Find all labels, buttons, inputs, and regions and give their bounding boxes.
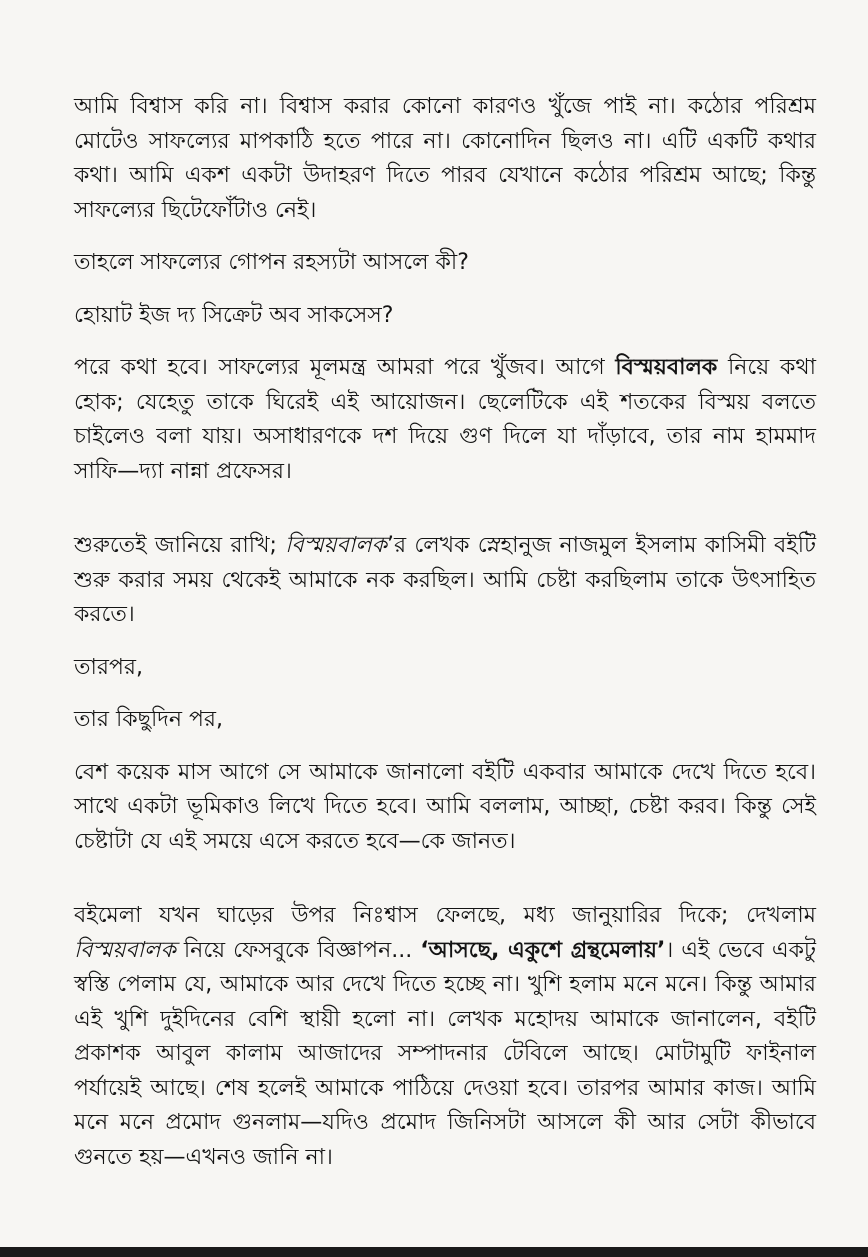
text-run: পরে কথা হবে। সাফল্যের মূলমন্ত্র আমরা পরে খুঁজব। আগে <box>74 355 616 380</box>
paragraph-belief: আমি বিশ্বাস করি না। বিশ্বাস করার কোনো কারণও খুঁজে পাই না। কঠোর পরিশ্রম মোটেও সাফল্যের মাপকাঠি হতে পারে না। কোনোদিন ছিলও না। এটি একটি কথার কথা। আমি একশ একটা উদাহরণ দিতে পারব যেখানে কঠোর পরিশ্রম আছে; কিন্তু সাফল্যের ছিটেফোঁটাও নেই। <box>74 94 816 223</box>
book-title-bold: বিস্ময়বালক <box>615 355 718 380</box>
paragraph-author-intro <box>74 529 816 633</box>
paragraph-book-fair <box>74 899 816 1175</box>
paragraph-then: তারপর, <box>74 654 144 680</box>
text-run: শুরুতেই জানিয়ে রাখি; <box>74 533 286 558</box>
paragraph-few-days-later: তার কিছুদিন পর, <box>74 707 224 732</box>
text-run: নিয়ে কথা হোক; যেহেতু তাকে ঘিরেই এই আয়োজন। ছেলেটিকে এই শতকের বিস্ময় বলতে চাইলেও বলা যায়। অসাধারণকে দশ দিয়ে গুণ দিলে যা দাঁড়াবে, তার নাম হামমাদ সাফি—দ্যা নান্না প্রফেসর। <box>74 355 816 484</box>
text-run: ’র লেখক স্নেহানুজ নাজমুল ইসলাম কাসিমী বইটি শুরু করার সময় থেকেই আমাকে নক করছিল। আমি চেষ্টা করছিলাম তাকে উৎসাহিত করতে। <box>74 533 816 627</box>
paragraph-wonder-boy <box>74 351 816 489</box>
ad-slogan-bold: ‘আসছে, একুশে গ্রন্থমেলায়’ <box>420 937 666 963</box>
text-run: নিয়ে ফেসবুকে বিজ্ঞাপন... <box>175 937 421 963</box>
paragraph-question-bengali: তাহলে সাফল্যের গোপন রহস্যটা আসলে কী? <box>74 250 469 275</box>
text-run: বইমেলা যখন ঘাড়ের উপর নিঃশ্বাস ফেলছে, মধ্য জানুয়ারির দিকে; দেখলাম <box>74 903 816 928</box>
paragraph-question-transliterated: হোয়াট ইজ দ্য সিক্রেট অব সাকসেস? <box>74 302 394 328</box>
book-title-italic: বিস্ময়বালক <box>285 533 388 558</box>
book-title-italic: বিস্ময়বালক <box>74 937 176 963</box>
text-run: । এই ভেবে একটু স্বস্তি পেলাম যে, আমাকে আর দেখে দিতে হচ্ছে না। খুশি হলাম মনে মনে। কিন্তু আমার এই খুশি দুইদিনের বেশি স্থায়ী হলো না। লেখক মহোদয় আমাকে জানালেন, বইটি প্রকাশক আবুল কালাম আজাদের সম্পাদনার টেবিলে আছে। মোটামুটি ফাইনাল পর্যায়েই আছে। শেষ হলেই আমাকে পাঠিয়ে দেওয়া হবে। তারপর আমার কাজ। আমি মনে মনে প্রমোদ গুনলাম—যদিও প্রমোদ জিনিসটা আসলে কী আর সেটা কীভাবে গুনতে হয়—এখনও জানি না। <box>74 937 816 1170</box>
paragraph-request: বেশ কয়েক মাস আগে সে আমাকে জানালো বইটি একবার আমাকে দেখে দিতে হবে। সাথে একটা ভূমিকাও লিখে দিতে হবে। আমি বললাম, আচ্ছা, চেষ্টা করব। কিন্তু সেই চেষ্টাটা যে এই সময়ে এসে করতে হবে—কে জানত। <box>74 759 816 854</box>
